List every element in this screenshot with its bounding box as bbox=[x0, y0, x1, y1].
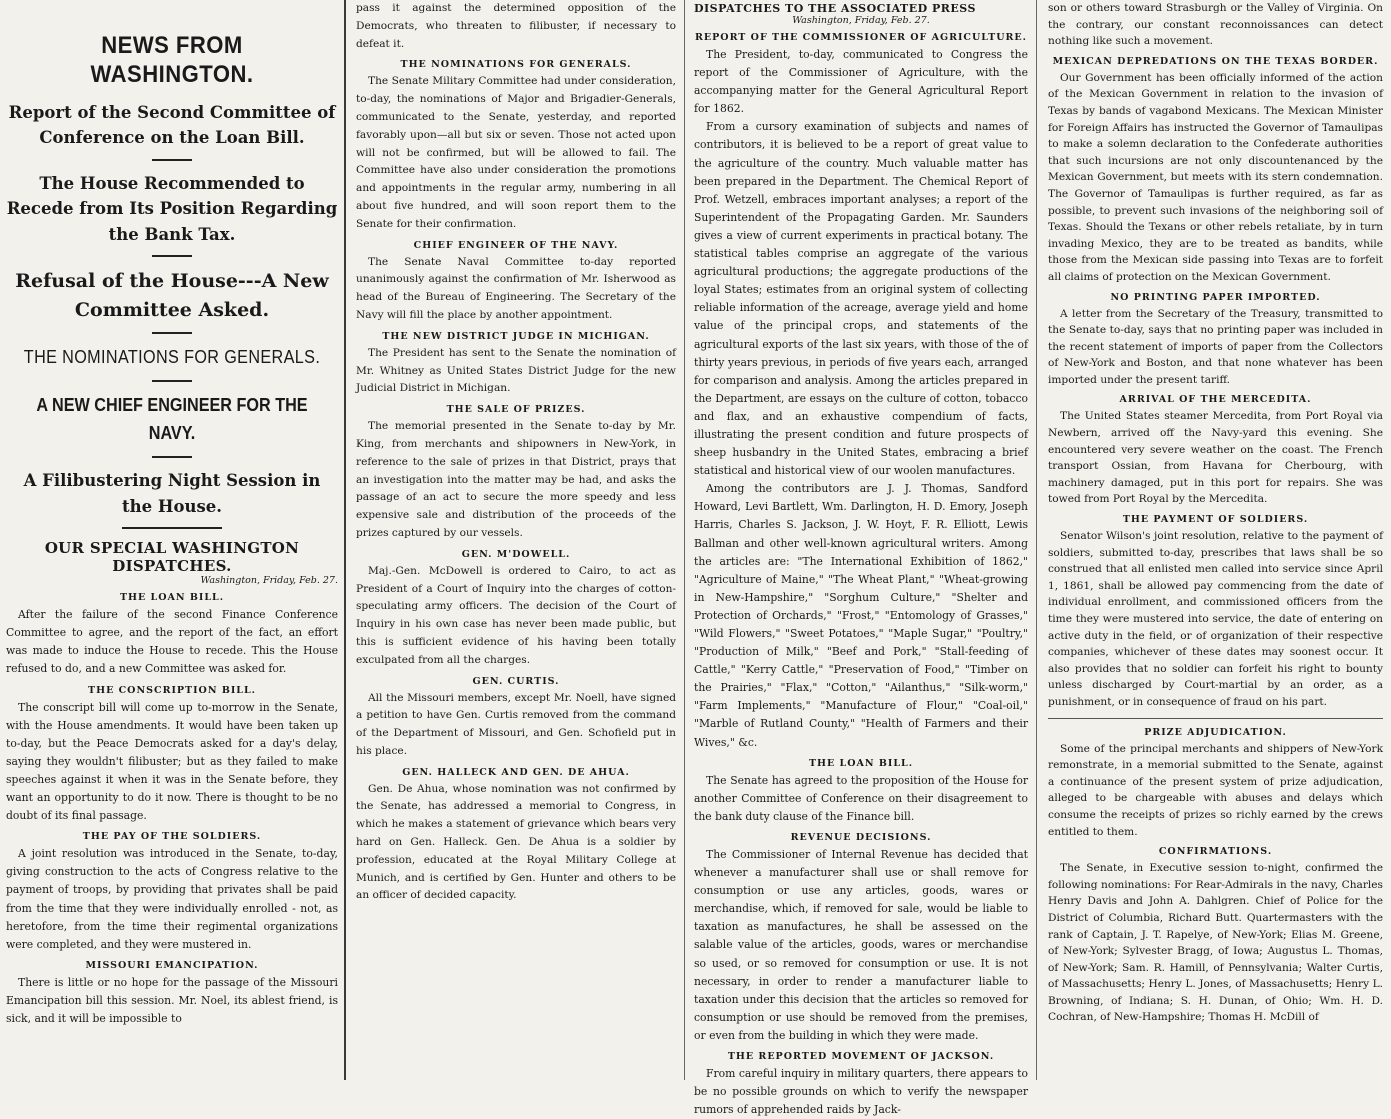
article-paragraph: Senator Wilson's joint resolution, relative to the payment of soldiers, submitted to-day, prescribes that laws shall be so construed that all enlisted men called into service since April 1, 1861, shall be allowed pay commencing from the date of individual enrollment, and commissioned officers from the time they were mustered into service, the date of entering on active duty in the field, or of organization of their respective companies, whichever of these dates may soonest occur. It also provides that no soldier can forfeit his right to bounty unless discharged by Court-martial by an order, as a punishment, or in consequence of fraud on his part. bbox=[1048, 530, 1383, 708]
article-paragraph: pass it against the determined opposition of the Democrats, who threaten to filibuster, if necessary to defeat it. bbox=[356, 2, 676, 50]
deck-headline: Refusal of the House---A New Committee Asked. bbox=[15, 270, 329, 321]
subhead: THE REPORTED MOVEMENT OF JACKSON. bbox=[727, 1050, 995, 1062]
subhead: PRIZE ADJUDICATION. bbox=[1144, 726, 1287, 738]
article-paragraph: A joint resolution was introduced in the Senate, to-day, giving construction to the acts of Congress relative to the payment of troops, by providing that privates shall be paid from the time that they were individually enrolled - not, as heretofore, from the time their regimental organizations were completed, and they were mustered in. bbox=[6, 847, 338, 951]
article-paragraph: Gen. De Ahua, whose nomination was not confirmed by the Senate, has addressed a memorial to Congress, in which he makes a statement of grievance which bears very hard on Gen. Halleck. Gen. De Ahua is a soldier by profession, educated at the Royal Military College at Munich, and is certified by Gen. Hunter and others to be an officer of decided capacity. bbox=[356, 782, 676, 902]
article-paragraph: son or others toward Strasburgh or the Valley of Virginia. On the contrary, our constant reconnoissances can detect nothing like such a movement. bbox=[1048, 2, 1383, 48]
section-divider bbox=[1048, 718, 1383, 719]
subhead: ARRIVAL OF THE MERCEDITA. bbox=[1119, 394, 1312, 406]
column-rule bbox=[1036, 0, 1037, 1080]
deck-divider bbox=[152, 159, 192, 161]
article-paragraph: From careful inquiry in military quarters, there appears to be no possible grounds on which to verify the newspaper rumors of apprehended raids by Jack- bbox=[694, 1066, 1028, 1117]
subhead: THE PAYMENT OF SOLDIERS. bbox=[1122, 514, 1309, 526]
article-paragraph: Some of the principal merchants and shippers of New-York remonstrate, in a memorial submitted to the Senate, against a continuance of the present system of prize adjudication, alleged to be chargeable with abuses and delays which consume the receipts of prizes so richly earned by the crews entitled to them. bbox=[1048, 742, 1383, 838]
column-4 bbox=[1040, 0, 1391, 1080]
masthead-title: NEWS FROM WASHINGTON. bbox=[90, 32, 254, 88]
article-paragraph: After the failure of the second Finance Conference Committee to agree, and the report of the fact, an effort was made to induce the House to recede. This the House refused to do, and a new Committee was asked for. bbox=[6, 608, 338, 676]
subhead: THE SALE OF PRIZES. bbox=[446, 404, 586, 416]
subhead: CONFIRMATIONS. bbox=[1158, 846, 1273, 858]
subhead: THE PAY OF THE SOLDIERS. bbox=[82, 831, 262, 843]
subhead: THE NOMINATIONS FOR GENERALS. bbox=[400, 59, 632, 71]
subhead: THE LOAN BILL. bbox=[119, 592, 225, 604]
article-paragraph: The Senate, in Executive session to-night, confirmed the following nominations: For Rear-Admirals in the navy, Charles Henry Davis and John A. Dahlgren. Chief of Police for the District of Columbia, Richard Butt. Quartermasters with the rank of Captain, J. T. Rapelye, of New-York; Elias M. Greene, of New-York; Sylvester Bragg, of Iowa; Augustus L. Thomas, of New-York; Sam. R. Hamill, of Pennsylvania; Walter Curtis, of Massachusetts; Henry L. Jones, of Massachusetts; Henry L. Browning, of Indiana; S. H. Dunan, of Ohio; Wm. H. D. Cochran, of New-Hampshire; Thomas H. McDill of bbox=[1048, 862, 1383, 1024]
column-1 bbox=[0, 0, 344, 1080]
article-paragraph: The President has sent to the Senate the nomination of Mr. Whitney as United States District Judge for the new Judicial District in Michigan. bbox=[356, 346, 676, 395]
subhead: NO PRINTING PAPER IMPORTED. bbox=[1110, 291, 1321, 303]
deck-divider bbox=[152, 255, 192, 257]
subhead: MEXICAN DEPREDATIONS ON THE TEXAS BORDER. bbox=[1052, 55, 1379, 67]
article-paragraph: From a cursory examination of subjects and names of contributors, it is believed to be a report of great value to the agriculture of the country. Much valuable matter has been prepared in the Department. The Chemical Report of Prof. Wetzell, embraces important analyses; a report of the Superintendent of the Propagating Garden. Mr. Saunders gives a view of current experiments in practical botany. The statistical tables comprise an aggregate of the various agricultural productions; the aggregate productions of the loyal States; estimates from an original system of collecting reliable information of the acreage, average yield and home value of the principal crops, and statements of the agricultural exports of the last six years, with those of the of thirty years previous, in periods of five years each, arranged for comparison and analysis. Among the articles prepared in the Department, are essays on the culture of cotton, tobacco and flax, and an exhaustive compendium of facts, illustrating the present condition and future prospects of sheep husbandry in the United States, embracing a brief statistical and historical view of our woolen manufactures. bbox=[694, 120, 1028, 478]
deck-headline: A NEW CHIEF ENGINEER FOR THE NAVY. bbox=[36, 395, 308, 444]
article-paragraph: The Senate Military Committee had under consideration, to-day, the nominations of Major and Brigadier-Generals, communicated to the Senate, yesterday, and reported favorably upon—all but six or seven. Those not acted upon will not be confirmed, but will be allowed to fail. The Committee have also under consideration the promotions and appointments in the regular army, numbering in all about five hundred, and will soon report them to the Senate for their confirmation. bbox=[356, 75, 676, 230]
subhead: THE NEW DISTRICT JUDGE IN MICHIGAN. bbox=[382, 330, 650, 342]
article-paragraph: The United States steamer Mercedita, from Port Royal via Newbern, arrived off the Navy-yard this evening. She encountered very severe weather on the coast. The French transport Ossian, from Havana for Cherbourg, with machinery damaged, put in this port for repairs. She was towed from Port Royal by the Mercedita. bbox=[1048, 410, 1383, 506]
subhead: REVENUE DECISIONS. bbox=[790, 831, 932, 843]
subhead: GEN. M'DOWELL. bbox=[461, 548, 571, 560]
deck-headline: The House Recommended to Recede from Its Position Regarding the Bank Tax. bbox=[6, 173, 338, 244]
article-paragraph: The conscript bill will come up to-morrow in the Senate, with the House amendments. It would have been taken up to-day, but the Peace Democrats asked for a day's delay, saying they wouldn't filibuster; but as they failed to make speeches against it when it was in the Senate before, they want an opportunity to do it now. There is thought to be no doubt of its final passage. bbox=[6, 700, 338, 823]
article-paragraph: The memorial presented in the Senate to-day by Mr. King, from merchants and shipowners in New-York, in reference to the sale of prizes in that District, prays that an investigation into the matter may be had, and asks the passage of an act to secure the more speedy and less expensive sale and distribution of the proceeds of the prizes captured by our vessels. bbox=[356, 420, 676, 539]
dateline: Washington, Friday, Feb. 27. bbox=[792, 15, 930, 26]
subhead: REPORT OF THE COMMISSIONER OF AGRICULTURE. bbox=[695, 32, 1027, 43]
column-3 bbox=[688, 0, 1034, 1117]
article-paragraph: The Senate has agreed to the proposition of the House for another Committee of Conference on their disagreement to the bank duty clause of the Finance bill. bbox=[694, 773, 1028, 823]
article-paragraph: A letter from the Secretary of the Treasury, transmitted to the Senate to-day, says that no printing paper was included in the recent statement of imports of paper from the Collectors of New-York and Boston, and that none whatever has been imported under the present tariff. bbox=[1048, 307, 1383, 386]
deck-headline: A Filibustering Night Session in the House. bbox=[23, 471, 321, 516]
deck-headline: Report of the Second Committee of Conference on the Loan Bill. bbox=[8, 102, 336, 148]
article-paragraph: There is little or no hope for the passage of the Missouri Emancipation bill this session. Mr. Noel, its ablest friend, is sick, and it will be impossible to bbox=[6, 975, 338, 1025]
column-rule bbox=[684, 0, 685, 1080]
deck-divider bbox=[122, 527, 222, 529]
deck-divider bbox=[152, 380, 192, 382]
subhead: MISSOURI EMANCIPATION. bbox=[85, 959, 259, 971]
subhead: THE CONSCRIPTION BILL. bbox=[88, 684, 256, 696]
subhead: GEN. CURTIS. bbox=[472, 675, 560, 687]
subhead: CHIEF ENGINEER OF THE NAVY. bbox=[413, 239, 619, 251]
article-paragraph: The Commissioner of Internal Revenue has decided that whenever a manufacturer shall use or shall remove for consumption or use any articles, goods, wares or merchandise, which, if removed for sale, would be liable to taxation as manufactures, he shall be assessed on the salable value of the articles, goods, wares or merchandise so used, or so removed for consumption or use. It is not necessary, in order to render a manufacturer liable to taxation under this decision that the articles so removed for consumption or use should be removed from the premises, or even from the building in which they were made. bbox=[694, 847, 1028, 1042]
section-title: OUR SPECIAL WASHINGTON DISPATCHES. bbox=[44, 539, 300, 576]
article-paragraph: The Senate Naval Committee to-day reported unanimously against the confirmation of Mr. Isherwood as head of the Bureau of Engineering. The Secretary of the Navy will fill the place by another appointment. bbox=[356, 255, 676, 321]
subhead: GEN. HALLECK AND GEN. DE AHUA. bbox=[402, 766, 630, 778]
article-paragraph: Among the contributors are J. J. Thomas, Sandford Howard, Levi Bartlett, Wm. Darlington, H. D. Emory, Joseph Harris, Charles S. Jackson, J. W. Hoyt, F. R. Elliott, Lewis Ballman and other well-known agricultural writers. Among the articles are: "The International Exhibition of 1862," "Agriculture of Maine," "The Wheat Plant," "Wheat-growing in New-Hampshire," "Sorghum Culture," "Shelter and Protection of Orchards," "Frost," "Entomology of Grasses," "Wild Flowers," "Sweet Potatoes," "Maple Sugar," "Poultry," "Production of Milk," "Beef and Pork," "Stall-feeding of Cattle," "Kerry Cattle," "Preservation of Food," "Timber on the Prairies," "Flax," "Cotton," "Ailanthus," "Silk-worm," "Farm Implements," "Manufacture of Flour," "Coal-oil," "Marble of Rutland County," "Health of Farmers and their Wives," &c. bbox=[694, 482, 1028, 749]
dateline: Washington, Friday, Feb. 27. bbox=[200, 575, 338, 587]
article-paragraph: All the Missouri members, except Mr. Noell, have signed a petition to have Gen. Curtis removed from the command of the Department of Missouri, and Gen. Schofield put in his place. bbox=[356, 691, 676, 757]
column-2 bbox=[348, 0, 682, 1080]
deck-headline: THE NOMINATIONS FOR GENERALS. bbox=[23, 347, 321, 368]
article-paragraph: Our Government has been officially informed of the action of the Mexican Government in relation to the invasion of Texas by bands of vagabond Mexicans. The Mexican Minister for Foreign Affairs has instructed the Governor of Tamaulipas to make a solemn declaration to the Confederate authorities that such incursions are not only discountenanced by the Mexican Government, but meets with its stern condemnation. The Governor of Tamaulipas is further required, as far as possible, to prevent such invasions of the neighboring soil of Texas. Should the Texans or other rebels retaliate, by in turn invading Mexico, they are to be treated as bandits, while those from the Mexican side passing into Texas are to forfeit all claims of protection on the Mexican Government. bbox=[1048, 71, 1383, 283]
article-paragraph: Maj.-Gen. McDowell is ordered to Cairo, to act as President of a Court of Inquiry into the charges of cotton-speculating army officers. The decision of the Court of Inquiry in his own case has never been made public, but this is sufficient evidence of his having been totally exculpated from all the charges. bbox=[356, 564, 676, 666]
article-paragraph: The President, to-day, communicated to Congress the report of the Commissioner of Agriculture, with the accompanying matter for the General Agricultural Report for 1862. bbox=[694, 48, 1028, 116]
section-title: DISPATCHES TO THE ASSOCIATED PRESS bbox=[694, 2, 976, 15]
subhead: THE LOAN BILL. bbox=[808, 757, 914, 769]
deck-divider bbox=[152, 456, 192, 458]
column-rule bbox=[344, 0, 346, 1080]
deck-divider bbox=[152, 332, 192, 334]
